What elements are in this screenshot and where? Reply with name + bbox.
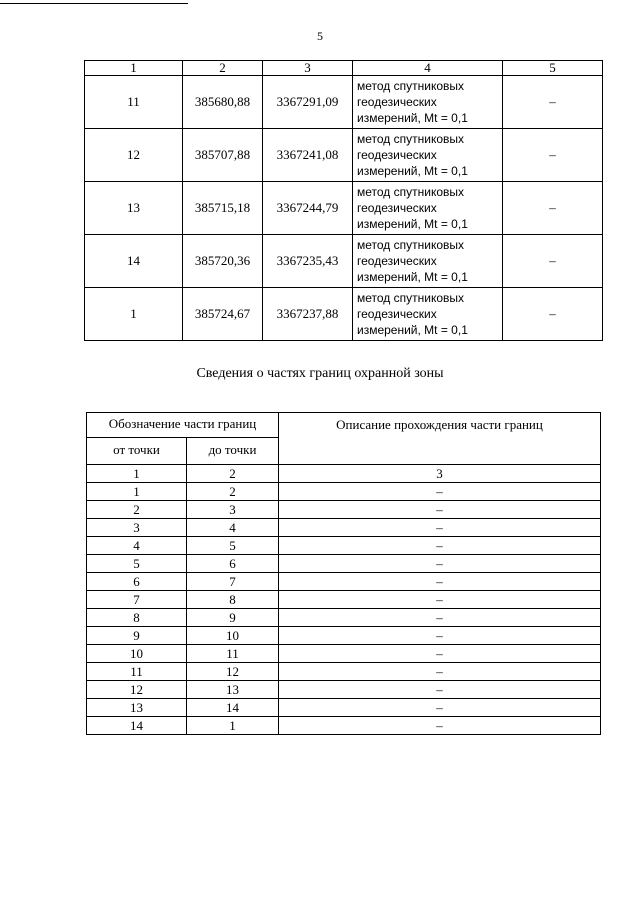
column-number-row xyxy=(87,465,601,483)
method-description xyxy=(353,129,503,182)
coordinates-header-cell: 1 xyxy=(85,61,183,76)
table-row xyxy=(85,76,603,129)
part-description: – xyxy=(279,681,601,699)
table-row xyxy=(87,627,601,645)
note-cell: – xyxy=(503,129,603,182)
from-point: 1 xyxy=(87,483,187,501)
coordinate-y: 3367244,79 xyxy=(263,182,353,235)
coordinate-x: 385680,88 xyxy=(183,76,263,129)
to-point: 9 xyxy=(187,609,279,627)
method-description xyxy=(353,288,503,341)
from-point: 13 xyxy=(87,699,187,717)
part-description: – xyxy=(279,645,601,663)
to-point: 4 xyxy=(187,519,279,537)
method-line: измерений, Mt = 0,1 xyxy=(357,164,468,178)
from-point: 10 xyxy=(87,645,187,663)
method-line: метод спутниковых xyxy=(357,132,465,146)
method-line: геодезических xyxy=(357,307,437,321)
note-cell: – xyxy=(503,288,603,341)
point-number: 1 xyxy=(85,288,183,341)
from-point: 11 xyxy=(87,663,187,681)
coordinate-y: 3367235,43 xyxy=(263,235,353,288)
table-row xyxy=(87,573,601,591)
parts-header-row xyxy=(87,413,601,438)
method-line: измерений, Mt = 0,1 xyxy=(357,217,468,231)
part-description: – xyxy=(279,627,601,645)
method-line: метод спутниковых xyxy=(357,79,465,93)
to-point: 8 xyxy=(187,591,279,609)
method-description xyxy=(353,235,503,288)
method-line: измерений, Mt = 0,1 xyxy=(357,111,468,125)
from-point: 7 xyxy=(87,591,187,609)
part-description: – xyxy=(279,555,601,573)
method-line: геодезических xyxy=(357,201,437,215)
method-line: геодезических xyxy=(357,148,437,162)
to-point: 2 xyxy=(187,483,279,501)
method-line: измерений, Mt = 0,1 xyxy=(357,323,468,337)
table-row xyxy=(87,609,601,627)
part-description: – xyxy=(279,591,601,609)
table-row xyxy=(87,537,601,555)
coordinate-x: 385715,18 xyxy=(183,182,263,235)
note-cell: – xyxy=(503,235,603,288)
point-number: 14 xyxy=(85,235,183,288)
table-row xyxy=(87,663,601,681)
column-number: 3 xyxy=(279,465,601,483)
coordinates-header-cell: 3 xyxy=(263,61,353,76)
to-point: 6 xyxy=(187,555,279,573)
table-row xyxy=(87,501,601,519)
boundary-parts-table xyxy=(86,412,601,735)
point-number: 12 xyxy=(85,129,183,182)
coordinate-y: 3367237,88 xyxy=(263,288,353,341)
table-row xyxy=(87,555,601,573)
from-point: 12 xyxy=(87,681,187,699)
part-description: – xyxy=(279,501,601,519)
coordinates-table xyxy=(84,60,603,341)
parts-group-header: Обозначение части границ xyxy=(87,413,279,438)
method-description xyxy=(353,182,503,235)
table-row xyxy=(85,235,603,288)
from-point-header: от точки xyxy=(87,438,187,465)
from-point: 6 xyxy=(87,573,187,591)
method-line: геодезических xyxy=(357,95,437,109)
note-cell: – xyxy=(503,182,603,235)
coordinates-header-cell: 2 xyxy=(183,61,263,76)
from-point: 14 xyxy=(87,717,187,735)
table-row xyxy=(87,645,601,663)
to-point: 14 xyxy=(187,699,279,717)
table-row xyxy=(85,182,603,235)
from-point: 3 xyxy=(87,519,187,537)
column-number: 1 xyxy=(87,465,187,483)
page-number: 5 xyxy=(317,29,323,43)
coordinates-header-cell: 4 xyxy=(353,61,503,76)
method-line: метод спутниковых xyxy=(357,291,465,305)
coordinates-header-row xyxy=(85,61,603,76)
to-point: 7 xyxy=(187,573,279,591)
to-point: 11 xyxy=(187,645,279,663)
from-point: 4 xyxy=(87,537,187,555)
table-row xyxy=(85,129,603,182)
to-point-header: до точки xyxy=(187,438,279,465)
part-description: – xyxy=(279,537,601,555)
table-row xyxy=(87,681,601,699)
to-point: 1 xyxy=(187,717,279,735)
coordinates-header-cell: 5 xyxy=(503,61,603,76)
table-row xyxy=(87,699,601,717)
to-point: 3 xyxy=(187,501,279,519)
note-cell: – xyxy=(503,76,603,129)
part-description: – xyxy=(279,609,601,627)
coordinate-y: 3367241,08 xyxy=(263,129,353,182)
table-row xyxy=(87,483,601,501)
column-number: 2 xyxy=(187,465,279,483)
part-description: – xyxy=(279,483,601,501)
part-description: – xyxy=(279,663,601,681)
table-row xyxy=(85,288,603,341)
coordinate-x: 385720,36 xyxy=(183,235,263,288)
part-description: – xyxy=(279,519,601,537)
to-point: 12 xyxy=(187,663,279,681)
coordinate-x: 385707,88 xyxy=(183,129,263,182)
part-description: – xyxy=(279,573,601,591)
method-description xyxy=(353,76,503,129)
from-point: 2 xyxy=(87,501,187,519)
to-point: 5 xyxy=(187,537,279,555)
to-point: 13 xyxy=(187,681,279,699)
table-row xyxy=(87,591,601,609)
part-description: – xyxy=(279,717,601,735)
method-line: геодезических xyxy=(357,254,437,268)
top-rule xyxy=(0,3,188,4)
coordinate-x: 385724,67 xyxy=(183,288,263,341)
from-point: 9 xyxy=(87,627,187,645)
from-point: 5 xyxy=(87,555,187,573)
method-line: метод спутниковых xyxy=(357,238,465,252)
coordinate-y: 3367291,09 xyxy=(263,76,353,129)
to-point: 10 xyxy=(187,627,279,645)
parts-description-header: Описание прохождения части границ xyxy=(279,413,601,465)
section-heading: Сведения о частях границ охранной зоны xyxy=(196,366,444,381)
table-row xyxy=(87,519,601,537)
method-line: измерений, Mt = 0,1 xyxy=(357,270,468,284)
point-number: 11 xyxy=(85,76,183,129)
table-row xyxy=(87,717,601,735)
point-number: 13 xyxy=(85,182,183,235)
method-line: метод спутниковых xyxy=(357,185,465,199)
part-description: – xyxy=(279,699,601,717)
from-point: 8 xyxy=(87,609,187,627)
